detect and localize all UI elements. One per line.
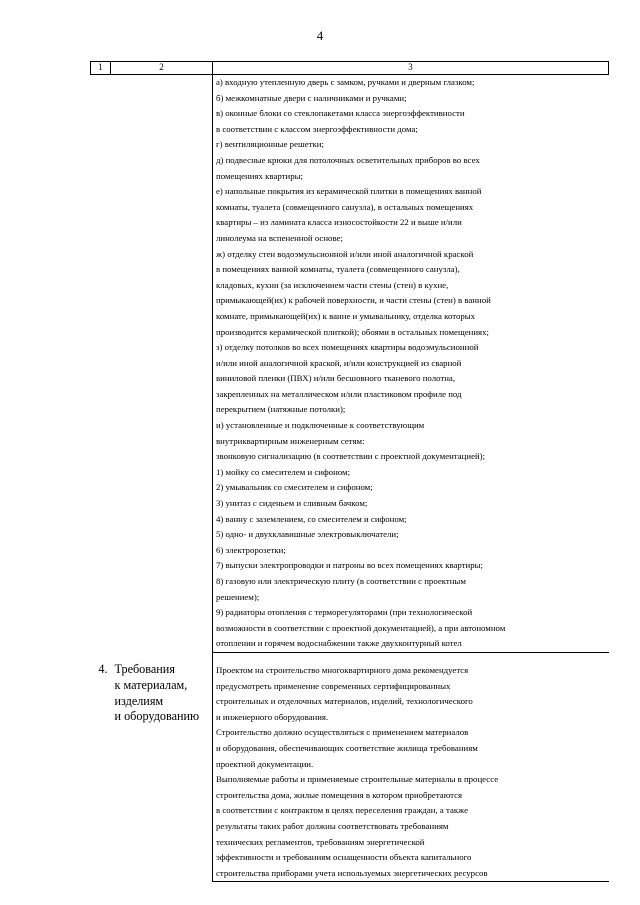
text-line: виниловой пленки (ПВХ) и/или бесшовного тканевого полотна, xyxy=(216,373,456,384)
text-line: закрепленных на металлическом и/или пластиковом профиле под xyxy=(216,388,462,399)
text-line: проектной документации. xyxy=(216,758,314,769)
table-row-4 xyxy=(91,652,609,881)
text-line: перекрытием (натяжные потолки); xyxy=(216,404,346,415)
text-line: комнате, примыкающей(их) к ванне и умывальнику, отделка которых xyxy=(216,310,476,321)
row3-body xyxy=(213,75,609,653)
text-line: эффективности и требованиям оснащенности объекта капитального xyxy=(216,852,472,863)
text-line: примыкающей(их) к рабочей поверхности, и части стены (стен) в ванной xyxy=(216,295,491,306)
text-line: а) входную утепленную дверь с замком, ручками и дверным глазком; xyxy=(216,77,475,87)
row4-name-line: и оборудованию xyxy=(114,709,200,724)
text-line: 9) радиаторы отопления с терморегуляторами (при технологической xyxy=(216,607,473,618)
page-number: 4 xyxy=(316,28,324,43)
row4-body xyxy=(213,652,609,881)
text-line: г) вентиляционные решетки; xyxy=(216,139,324,150)
row4-name-line: изделиям xyxy=(114,693,164,708)
text-line: Выполняемые работы и применяемые строительные материалы в процессе xyxy=(216,774,499,785)
text-line: возможности в соответствии с проектной документацией), а при автономном xyxy=(216,622,506,633)
text-line: предусмотреть применение современных сертифицированных xyxy=(216,680,451,691)
text-line: ж) отделку стен водоэмульсионной и/или иной аналогичной краской xyxy=(216,248,474,259)
text-line: комнаты, туалета (совмещенного санузла), в остальных помещениях xyxy=(216,201,474,212)
text-line: линолеума на вспененной основе; xyxy=(216,232,343,243)
text-line: квартиры – из ламината класса износостойкости 22 и выше и/или xyxy=(216,217,462,228)
text-line: и оборудования, обеспечивающих соответствие жилища требованиям xyxy=(216,742,478,753)
text-line: кладовых, кухни (за исключением части стены (стен) в кухне, xyxy=(216,279,449,290)
text-line: 8) газовую или электрическую плиту (в соответствии с проектным xyxy=(216,576,466,586)
text-line: б) межкомнатные двери с наличниками и ручками; xyxy=(216,92,407,103)
text-line: в) оконные блоки со стеклопакетами класса энергоэффективности xyxy=(216,108,465,119)
text-line: в соответствии с классом энергоэффективности дома; xyxy=(216,123,418,134)
text-line: звонковую сигнализацию (в соответствии с проектной документацией); xyxy=(216,451,486,462)
text-line: и) установленные и подключенные к соответствующим xyxy=(216,420,425,431)
header-cell-2: 2 xyxy=(111,62,213,75)
text-line: технических регламентов, требованиям энергетической xyxy=(216,836,425,847)
header-cell-1: 1 xyxy=(91,62,111,75)
row4-name-line: к материалам, xyxy=(114,678,188,693)
text-line: 2) умывальник со смесителем и сифоном; xyxy=(216,482,373,493)
text-line: результаты таких работ должны соответствовать требованиям xyxy=(216,820,449,831)
text-line: помещениях квартиры; xyxy=(216,170,303,181)
text-line: е) напольные покрытия из керамической плитки в помещениях ванной xyxy=(216,186,482,197)
row4-name-cell xyxy=(111,652,213,881)
text-line: 4) ванну с заземлением, со смесителем и сифоном; xyxy=(216,513,407,524)
text-line: и инженерного оборудования. xyxy=(216,711,329,722)
header-cell-3: 3 xyxy=(213,62,609,75)
text-line: строительных и отделочных материалов, изделий, технологического xyxy=(216,696,473,707)
row3-text-block xyxy=(213,75,609,652)
row4-text-block xyxy=(213,663,609,881)
text-line: 6) электророзетки; xyxy=(216,544,286,555)
text-line: и/или иной аналогичной краской, и/или конструкцией из сварной xyxy=(216,357,462,368)
text-line: з) отделку потолков во всех помещениях квартиры водоэмульсионной xyxy=(216,342,479,353)
text-line: д) подвесные крюки для потолочных осветительных приборов во всех xyxy=(216,154,480,165)
table-row-continued xyxy=(91,75,609,653)
text-line: Проектом на строительство многоквартирного дома рекомендуется xyxy=(216,664,469,675)
text-line: в помещениях ванной комнаты, туалета (совмещенного санузла), xyxy=(216,264,460,275)
text-line: 3) унитаз с сиденьем и сливным бачком; xyxy=(216,498,368,509)
row4-number: 4. xyxy=(98,662,108,677)
text-line: 7) выпуски электропроводки и патроны во всех помещениях квартиры; xyxy=(216,560,483,571)
text-line: строительства приборами учета используемых энергетических ресурсов xyxy=(216,867,488,878)
row4-name-line: Требования xyxy=(114,662,175,677)
text-line: Строительство должно осуществляться с применением материалов xyxy=(216,727,469,738)
requirements-table xyxy=(90,61,609,882)
text-line: 5) одно- и двухклавишные электровыключатели; xyxy=(216,529,399,540)
text-line: производится керамической плиткой); обоями в остальных помещениях; xyxy=(216,326,489,337)
text-line: решением); xyxy=(216,591,260,602)
text-line: в соответствии с контрактом в целях переселения граждан, а также xyxy=(216,805,469,816)
text-line: внутриквартирным инженерным сетям: xyxy=(216,435,365,446)
table-header-row xyxy=(91,62,609,75)
text-line: 1) мойку со смесителем и сифоном; xyxy=(216,466,351,477)
text-line: строительства дома, жилые помещения в котором приобретаются xyxy=(216,789,463,800)
text-line: отоплении и горячем водоснабжении также двухконтурный котел xyxy=(216,638,462,649)
